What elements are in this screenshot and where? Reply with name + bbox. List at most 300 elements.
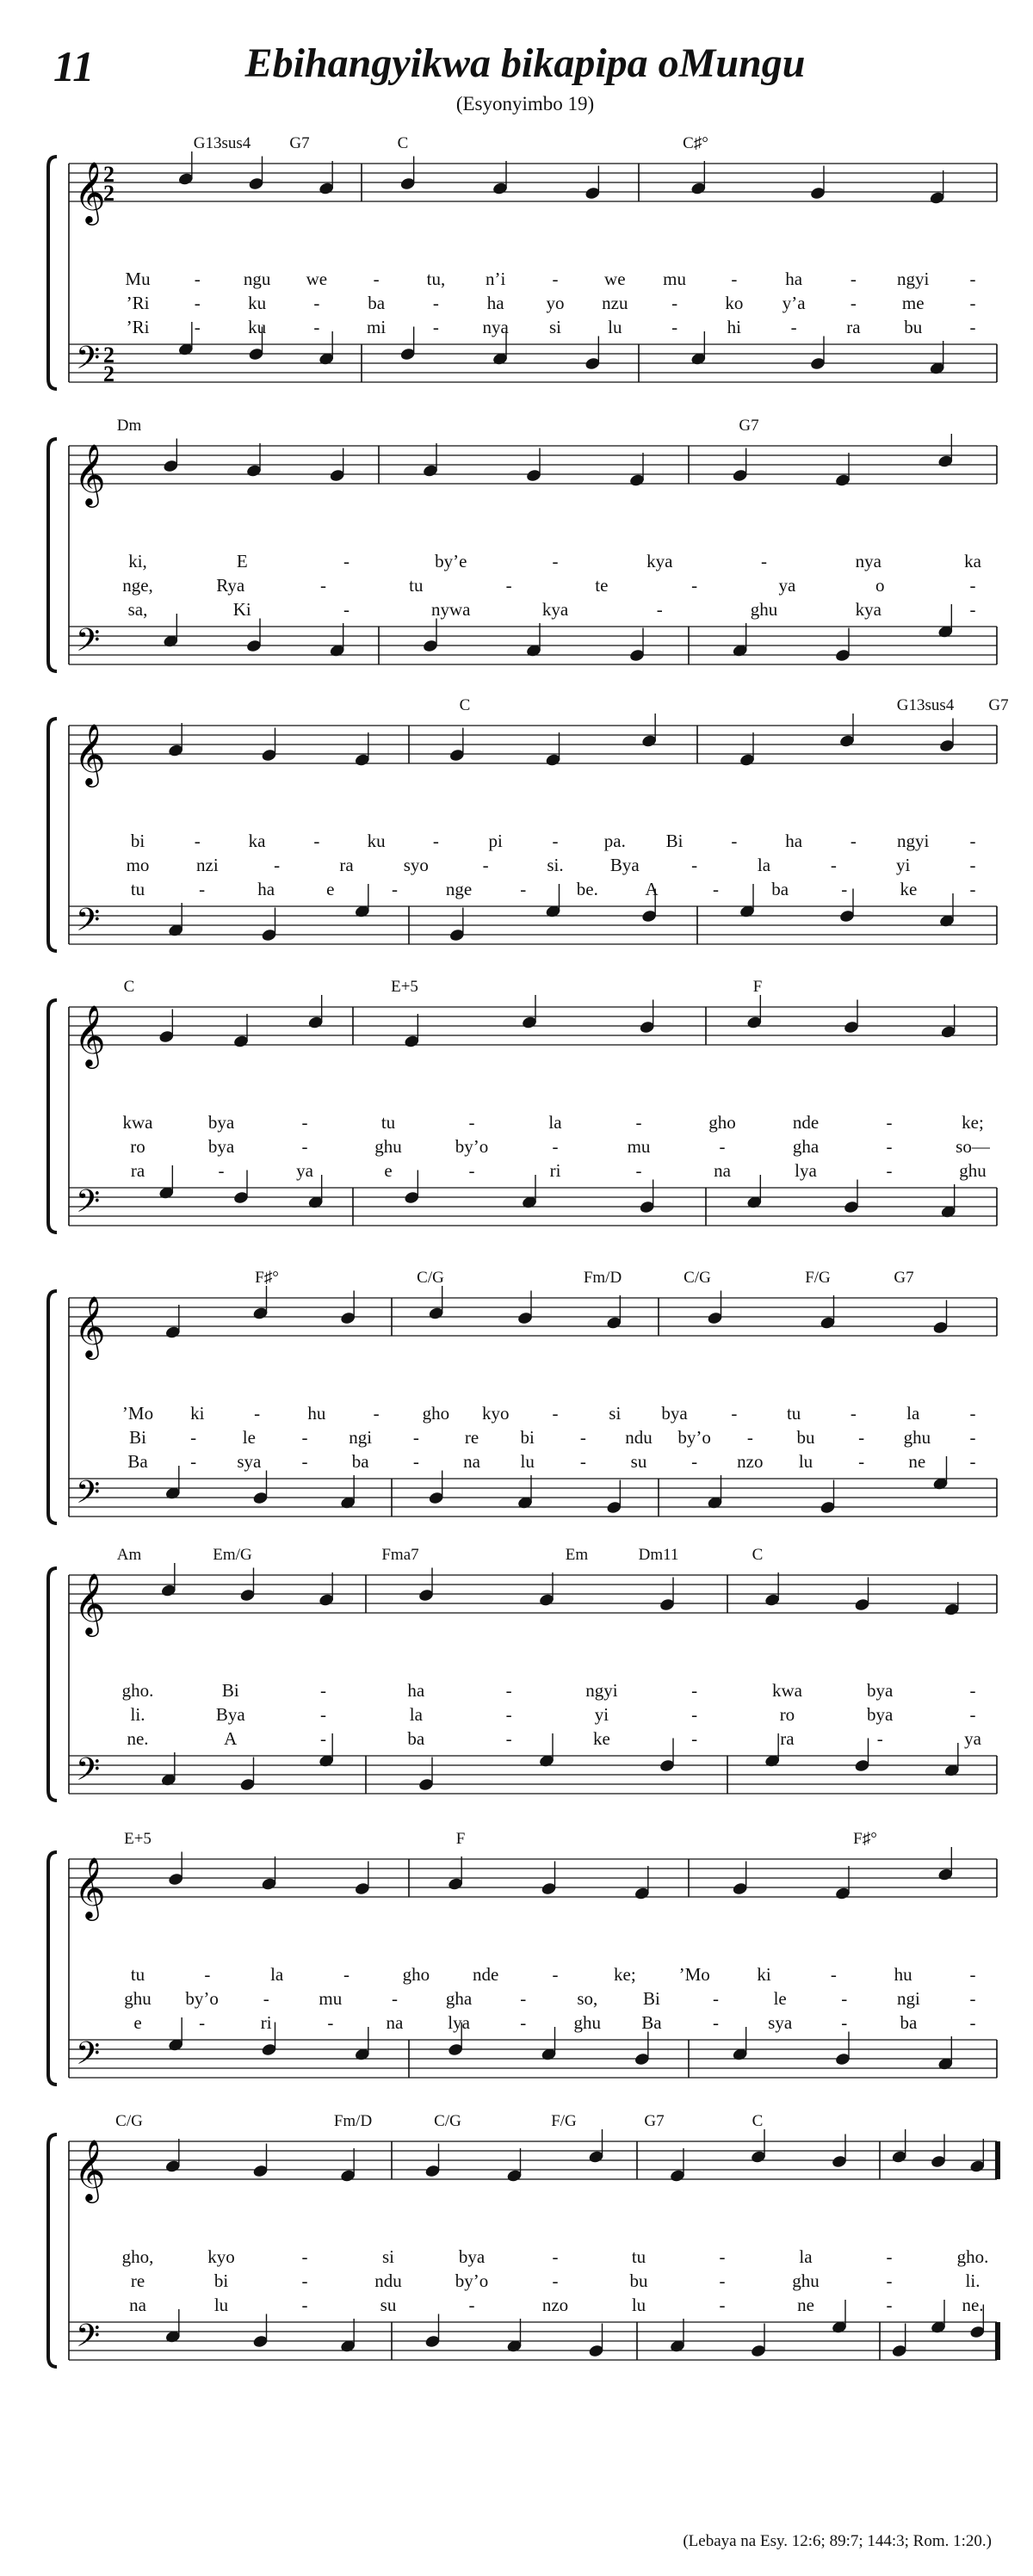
lyric-syllable: gho bbox=[422, 1403, 450, 1424]
lyric-hyphen: - bbox=[320, 1728, 327, 1749]
treble-clef-icon: 𝄞 bbox=[74, 1004, 106, 1066]
lyric-syllable: le bbox=[242, 1427, 256, 1448]
lyric-syllable: tu bbox=[409, 575, 424, 596]
lyric-syllable: mu bbox=[319, 1988, 343, 2009]
chord-symbol: F/G bbox=[551, 2112, 577, 2130]
lyric-syllable: yo bbox=[546, 293, 565, 313]
lyric-syllable: ne bbox=[797, 2295, 814, 2315]
lyric-hyphen: - bbox=[969, 1680, 976, 1701]
lyric-hyphen: - bbox=[969, 2012, 976, 2033]
lyric-hyphen: - bbox=[886, 2270, 893, 2291]
lyric-syllable: ne bbox=[908, 1451, 926, 1472]
lyric-hyphen: - bbox=[579, 1427, 586, 1448]
lyric-syllable: ke; bbox=[962, 1112, 984, 1133]
lyric-hyphen: - bbox=[969, 879, 976, 899]
lyric-syllable: syo bbox=[403, 855, 429, 875]
chord-symbol: F♯° bbox=[853, 1830, 877, 1848]
lyric-hyphen: - bbox=[850, 1403, 857, 1424]
lyric-syllable: Bi bbox=[665, 831, 684, 851]
lyric-syllable: me bbox=[901, 293, 925, 313]
grand-staff bbox=[0, 2116, 1033, 2400]
lyric-hyphen: - bbox=[969, 1704, 976, 1725]
lyric-syllable: n’i bbox=[486, 269, 506, 289]
lyric-syllable: gho bbox=[708, 1112, 736, 1133]
time-signature-top: 2 bbox=[103, 162, 114, 187]
lyric-syllable: nzu bbox=[602, 293, 628, 313]
bass-clef-icon: 𝄢 bbox=[76, 2035, 101, 2079]
lyric-hyphen: - bbox=[301, 1112, 308, 1133]
lyric-hyphen: - bbox=[505, 1704, 512, 1725]
lyric-hyphen: - bbox=[432, 293, 439, 313]
lyric-syllable: by’o bbox=[455, 1136, 489, 1157]
lyric-hyphen: - bbox=[886, 1136, 893, 1157]
lyric-syllable: ro bbox=[130, 1136, 145, 1157]
lyric-syllable: na bbox=[714, 1160, 731, 1181]
lyric-syllable: ya bbox=[964, 1728, 981, 1749]
lyric-hyphen: - bbox=[190, 1451, 197, 1472]
lyric-syllable: la bbox=[906, 1403, 920, 1424]
lyric-syllable: li. bbox=[130, 1704, 145, 1725]
lyric-hyphen: - bbox=[194, 269, 201, 289]
system-bracket bbox=[48, 157, 57, 389]
lyric-syllable: ghu bbox=[124, 1988, 152, 2009]
lyric-syllable: lya bbox=[448, 2012, 470, 2033]
lyric-syllable: ngyi bbox=[897, 269, 930, 289]
lyric-syllable: kyo bbox=[207, 2246, 235, 2267]
lyric-hyphen: - bbox=[886, 1160, 893, 1181]
bass-clef-icon: 𝄢 bbox=[76, 1474, 101, 1518]
lyric-hyphen: - bbox=[830, 855, 837, 875]
lyric-syllable: yi bbox=[895, 855, 911, 875]
lyric-hyphen: - bbox=[190, 1427, 197, 1448]
lyric-syllable: ’Mo bbox=[678, 1964, 710, 1985]
lyric-syllable: ghu bbox=[959, 1160, 987, 1181]
chord-symbol: F bbox=[752, 978, 763, 996]
lyric-hyphen: - bbox=[841, 879, 848, 899]
lyric-syllable: ha bbox=[785, 831, 803, 851]
system-bracket bbox=[48, 439, 57, 671]
lyric-hyphen: - bbox=[482, 855, 489, 875]
lyric-hyphen: - bbox=[656, 599, 663, 620]
lyric-hyphen: - bbox=[635, 1112, 642, 1133]
lyric-syllable: pi bbox=[488, 831, 503, 851]
lyric-hyphen: - bbox=[579, 1451, 586, 1472]
lyric-syllable: hu bbox=[894, 1964, 912, 1985]
lyric-syllable: gha bbox=[445, 1988, 473, 2009]
lyric-syllable: bya bbox=[867, 1680, 894, 1701]
lyric-hyphen: - bbox=[841, 1988, 848, 2009]
lyric-hyphen: - bbox=[254, 1403, 261, 1424]
lyric-syllable: ghu bbox=[792, 2270, 820, 2291]
lyric-syllable: ha bbox=[486, 293, 504, 313]
lyric-syllable: gho, bbox=[121, 2246, 154, 2267]
lyric-hyphen: - bbox=[343, 599, 349, 620]
time-signature-bottom: 2 bbox=[103, 181, 114, 206]
lyric-syllable: tu, bbox=[426, 269, 446, 289]
lyric-syllable: o bbox=[875, 575, 885, 596]
system-bracket bbox=[48, 1291, 57, 1523]
chord-symbol: G7 bbox=[644, 2112, 665, 2130]
lyric-syllable: A bbox=[645, 879, 659, 899]
hymn-subtitle: (Esyonyimbo 19) bbox=[455, 93, 595, 114]
lyric-syllable: ngyi bbox=[897, 831, 930, 851]
lyric-hyphen: - bbox=[468, 1112, 475, 1133]
lyric-syllable: ka bbox=[964, 551, 981, 571]
lyric-hyphen: - bbox=[199, 879, 206, 899]
bass-clef-icon: 𝄢 bbox=[76, 1751, 101, 1795]
lyric-syllable: ha bbox=[257, 879, 275, 899]
lyric-hyphen: - bbox=[731, 269, 738, 289]
lyric-syllable: si bbox=[548, 317, 562, 337]
grand-staff bbox=[0, 1833, 1033, 2117]
system-bracket bbox=[48, 2134, 57, 2367]
lyric-syllable: bu bbox=[904, 317, 923, 337]
lyric-hyphen: - bbox=[301, 1427, 308, 1448]
lyric-syllable: lya bbox=[795, 1160, 817, 1181]
lyric-hyphen: - bbox=[731, 1403, 738, 1424]
lyric-hyphen: - bbox=[671, 317, 678, 337]
lyric-syllable: ya bbox=[296, 1160, 313, 1181]
lyric-syllable: be. bbox=[576, 879, 598, 899]
lyric-syllable: ko bbox=[725, 293, 744, 313]
lyric-hyphen: - bbox=[520, 1988, 527, 2009]
chord-symbol: C/G bbox=[434, 2112, 461, 2130]
chord-symbol: C bbox=[459, 696, 471, 714]
lyric-syllable: ngi bbox=[349, 1427, 373, 1448]
lyric-syllable: nzo bbox=[737, 1451, 764, 1472]
lyric-syllable: tu bbox=[631, 2246, 646, 2267]
system-bracket bbox=[48, 1568, 57, 1801]
lyric-syllable: by’o bbox=[185, 1988, 219, 2009]
lyric-syllable: we bbox=[306, 269, 328, 289]
lyric-syllable: bi bbox=[520, 1427, 535, 1448]
lyric-syllable: lu bbox=[798, 1451, 813, 1472]
lyric-hyphen: - bbox=[719, 2295, 726, 2315]
music-system-3 bbox=[0, 696, 1033, 1010]
lyric-syllable: ra bbox=[339, 855, 354, 875]
lyric-syllable: la bbox=[548, 1112, 562, 1133]
lyric-syllable: nya bbox=[482, 317, 509, 337]
lyric-syllable: kwa bbox=[771, 1680, 802, 1701]
lyric-hyphen: - bbox=[850, 831, 857, 851]
lyric-hyphen: - bbox=[199, 2012, 206, 2033]
chord-symbol: G13sus4 bbox=[896, 696, 955, 714]
lyric-syllable: lu bbox=[608, 317, 622, 337]
lyric-syllable: ki bbox=[757, 1964, 771, 1985]
lyric-hyphen: - bbox=[876, 1728, 883, 1749]
chord-symbol: F/G bbox=[805, 1269, 831, 1287]
lyric-syllable: gho bbox=[402, 1964, 430, 1985]
lyric-hyphen: - bbox=[552, 1136, 559, 1157]
time-signature-top: 2 bbox=[103, 343, 114, 368]
lyric-syllable: mu bbox=[663, 269, 686, 289]
lyric-syllable: ke; bbox=[614, 1964, 636, 1985]
lyric-hyphen: - bbox=[313, 831, 320, 851]
grand-staff bbox=[0, 700, 1033, 984]
lyric-syllable: ku bbox=[248, 293, 267, 313]
lyric-syllable: bya bbox=[661, 1403, 688, 1424]
lyric-hyphen: - bbox=[327, 2012, 334, 2033]
chord-symbol: G13sus4 bbox=[193, 134, 251, 152]
lyric-hyphen: - bbox=[552, 269, 559, 289]
lyric-hyphen: - bbox=[719, 1136, 726, 1157]
lyric-syllable: y’a bbox=[782, 293, 806, 313]
lyric-hyphen: - bbox=[313, 317, 320, 337]
system-bracket bbox=[48, 1000, 57, 1232]
lyric-hyphen: - bbox=[391, 879, 398, 899]
lyric-hyphen: - bbox=[969, 1427, 976, 1448]
lyric-syllable: ghu bbox=[374, 1136, 402, 1157]
lyric-syllable: ngu bbox=[243, 269, 271, 289]
chord-symbol: F bbox=[455, 1830, 466, 1848]
lyric-syllable: so, bbox=[577, 1988, 598, 2009]
lyric-hyphen: - bbox=[969, 831, 976, 851]
lyric-syllable: la bbox=[270, 1964, 284, 1985]
lyric-syllable: ghu bbox=[903, 1427, 931, 1448]
lyric-syllable: gho. bbox=[121, 1680, 154, 1701]
lyric-syllable: sya bbox=[768, 2012, 793, 2033]
lyric-hyphen: - bbox=[841, 2012, 848, 2033]
lyric-syllable: nge bbox=[445, 879, 473, 899]
lyric-hyphen: - bbox=[858, 1451, 865, 1472]
lyric-syllable: Bi bbox=[129, 1427, 146, 1448]
lyric-syllable: by’e bbox=[435, 551, 467, 571]
chord-symbol: E+5 bbox=[124, 1830, 152, 1848]
lyric-syllable: mo bbox=[126, 855, 150, 875]
lyric-hyphen: - bbox=[691, 575, 698, 596]
lyric-syllable: Bya bbox=[609, 855, 640, 875]
bass-clef-icon: 𝄢 bbox=[76, 622, 101, 666]
lyric-syllable: li. bbox=[965, 2270, 980, 2291]
lyric-syllable: ki bbox=[190, 1403, 205, 1424]
music-system-2 bbox=[0, 417, 1033, 730]
chord-symbol: Fma7 bbox=[381, 1546, 419, 1564]
lyric-syllable: nywa bbox=[431, 599, 471, 620]
lyric-syllable: ku bbox=[367, 831, 386, 851]
hymn-title: Ebihangyikwa bikapipa oMungu bbox=[244, 40, 806, 86]
system-bracket bbox=[48, 1852, 57, 2085]
lyric-syllable: si bbox=[381, 2246, 395, 2267]
music-system-8 bbox=[0, 2112, 1033, 2425]
lyric-syllable: Ba bbox=[641, 2012, 662, 2033]
chord-symbol: Em bbox=[565, 1546, 589, 1564]
lyric-hyphen: - bbox=[713, 879, 720, 899]
lyric-syllable: Rya bbox=[216, 575, 245, 596]
lyric-hyphen: - bbox=[969, 293, 976, 313]
lyric-syllable: nde bbox=[472, 1964, 499, 1985]
bass-clef-icon: 𝄢 bbox=[76, 1183, 101, 1227]
lyric-syllable: su bbox=[630, 1451, 647, 1472]
lyric-syllable: ba bbox=[771, 879, 789, 899]
lyric-hyphen: - bbox=[520, 2012, 527, 2033]
lyric-syllable: ba bbox=[351, 1451, 369, 1472]
lyric-hyphen: - bbox=[969, 855, 976, 875]
lyric-syllable: le bbox=[773, 1988, 787, 2009]
music-system-7 bbox=[0, 1830, 1033, 2143]
lyric-syllable: Mu bbox=[125, 269, 151, 289]
chord-symbol: C♯° bbox=[683, 134, 708, 152]
lyric-syllable: la bbox=[757, 855, 771, 875]
lyric-hyphen: - bbox=[301, 1136, 308, 1157]
lyric-syllable: ha bbox=[785, 269, 803, 289]
lyric-hyphen: - bbox=[412, 1427, 419, 1448]
lyric-syllable: ya bbox=[778, 575, 796, 596]
lyric-hyphen: - bbox=[850, 293, 857, 313]
lyric-syllable: ra bbox=[780, 1728, 795, 1749]
lyric-syllable: ngi bbox=[896, 1988, 920, 2009]
lyric-hyphen: - bbox=[635, 1160, 642, 1181]
lyric-syllable: ne. bbox=[962, 2295, 984, 2315]
lyric-syllable: bu bbox=[796, 1427, 815, 1448]
lyric-syllable: lu bbox=[631, 2295, 646, 2315]
lyric-syllable: ri bbox=[549, 1160, 561, 1181]
lyric-syllable: bya bbox=[207, 1112, 235, 1133]
lyric-syllable: Bya bbox=[215, 1704, 245, 1725]
lyric-hyphen: - bbox=[969, 599, 976, 620]
lyric-syllable: si. bbox=[547, 855, 564, 875]
treble-clef-icon: 𝄞 bbox=[74, 1856, 106, 1918]
lyric-syllable: ghu bbox=[750, 599, 778, 620]
lyric-hyphen: - bbox=[432, 831, 439, 851]
lyric-hyphen: - bbox=[194, 293, 201, 313]
lyric-hyphen: - bbox=[969, 575, 976, 596]
chord-symbol: Am bbox=[116, 1546, 142, 1564]
lyric-hyphen: - bbox=[301, 2295, 308, 2315]
grand-staff bbox=[0, 138, 1033, 422]
lyric-syllable: tu bbox=[786, 1403, 801, 1424]
lyric-syllable: by’o bbox=[677, 1427, 711, 1448]
music-system-4 bbox=[0, 978, 1033, 1291]
chord-symbol: C/G bbox=[115, 2112, 143, 2130]
lyric-hyphen: - bbox=[969, 317, 976, 337]
lyric-hyphen: - bbox=[194, 317, 201, 337]
lyric-hyphen: - bbox=[886, 1112, 893, 1133]
chord-symbol: G7 bbox=[988, 696, 1009, 714]
lyric-hyphen: - bbox=[731, 831, 738, 851]
lyric-hyphen: - bbox=[204, 1964, 211, 1985]
lyric-syllable: lu bbox=[213, 2295, 229, 2315]
lyric-syllable: ndu bbox=[625, 1427, 653, 1448]
chord-symbol: Dm bbox=[116, 417, 142, 435]
lyric-hyphen: - bbox=[671, 293, 678, 313]
chord-symbol: G7 bbox=[739, 417, 759, 435]
lyric-syllable: nge, bbox=[122, 575, 153, 596]
lyric-hyphen: - bbox=[691, 1728, 698, 1749]
lyric-hyphen: - bbox=[969, 1964, 976, 1985]
final-bar-line bbox=[995, 2322, 1000, 2360]
scripture-references: (Lebaya na Esy. 12:6; 89:7; 144:3; Rom. 1:20.) bbox=[683, 2532, 992, 2550]
lyric-syllable: ri bbox=[260, 2012, 272, 2033]
lyric-hyphen: - bbox=[218, 1160, 225, 1181]
chord-symbol: G7 bbox=[894, 1269, 914, 1287]
lyric-syllable: hi bbox=[727, 317, 742, 337]
lyric-syllable: hu bbox=[307, 1403, 326, 1424]
lyric-syllable: Ba bbox=[127, 1451, 148, 1472]
lyric-syllable: kya bbox=[541, 599, 569, 620]
music-system-5 bbox=[0, 1269, 1033, 1582]
lyric-syllable: gho. bbox=[956, 2246, 989, 2267]
lyric-hyphen: - bbox=[505, 575, 512, 596]
treble-clef-icon: 𝄞 bbox=[74, 1294, 106, 1357]
lyric-syllable: so— bbox=[956, 1136, 990, 1157]
lyric-syllable: kwa bbox=[122, 1112, 153, 1133]
lyric-hyphen: - bbox=[969, 1403, 976, 1424]
lyric-hyphen: - bbox=[301, 2270, 308, 2291]
lyric-hyphen: - bbox=[468, 2295, 475, 2315]
lyric-hyphen: - bbox=[194, 831, 201, 851]
lyric-syllable: Bi bbox=[643, 1988, 660, 2009]
lyric-syllable: e bbox=[133, 2012, 142, 2033]
lyric-syllable: nzi bbox=[196, 855, 219, 875]
lyric-hyphen: - bbox=[274, 855, 281, 875]
lyric-syllable: ka bbox=[248, 831, 266, 851]
lyric-syllable: te bbox=[595, 575, 609, 596]
lyric-hyphen: - bbox=[320, 575, 327, 596]
lyric-syllable: bi bbox=[130, 831, 145, 851]
lyric-hyphen: - bbox=[552, 551, 559, 571]
lyric-syllable: ’Ri bbox=[126, 293, 150, 313]
lyric-hyphen: - bbox=[969, 1988, 976, 2009]
lyric-hyphen: - bbox=[761, 551, 767, 571]
chord-symbol: Em/G bbox=[213, 1546, 252, 1564]
lyric-hyphen: - bbox=[432, 317, 439, 337]
hymn-number: 11 bbox=[53, 42, 95, 90]
lyric-syllable: ro bbox=[779, 1704, 795, 1725]
lyric-syllable: la bbox=[799, 2246, 813, 2267]
chord-symbol: E+5 bbox=[391, 978, 418, 996]
chord-symbol: C/G bbox=[684, 1269, 711, 1287]
chord-symbol: C bbox=[752, 2112, 764, 2130]
lyric-syllable: ra bbox=[130, 1160, 145, 1181]
lyric-syllable: kya bbox=[855, 599, 881, 620]
lyric-hyphen: - bbox=[552, 831, 559, 851]
lyric-hyphen: - bbox=[373, 1403, 380, 1424]
lyric-syllable: tu bbox=[130, 1964, 145, 1985]
lyric-syllable: ra bbox=[846, 317, 861, 337]
lyric-hyphen: - bbox=[320, 1704, 327, 1725]
lyric-hyphen: - bbox=[691, 1451, 698, 1472]
lyric-syllable: re bbox=[464, 1427, 479, 1448]
chord-symbol: C bbox=[397, 134, 409, 152]
lyric-hyphen: - bbox=[301, 1451, 308, 1472]
lyric-syllable: we bbox=[604, 269, 626, 289]
lyric-hyphen: - bbox=[691, 1704, 698, 1725]
lyric-syllable: ba bbox=[407, 1728, 425, 1749]
lyric-hyphen: - bbox=[886, 2295, 893, 2315]
music-system-1 bbox=[0, 134, 1033, 448]
treble-clef-icon: 𝄞 bbox=[74, 442, 106, 505]
bass-clef-icon: 𝄢 bbox=[76, 2318, 101, 2362]
bass-clef-icon: 𝄢 bbox=[76, 902, 101, 946]
lyric-hyphen: - bbox=[343, 551, 349, 571]
lyric-hyphen: - bbox=[691, 855, 698, 875]
lyric-hyphen: - bbox=[552, 2270, 559, 2291]
lyric-hyphen: - bbox=[301, 2246, 308, 2267]
lyric-hyphen: - bbox=[412, 1451, 419, 1472]
lyric-syllable: ba bbox=[368, 293, 386, 313]
chord-symbol: Fm/D bbox=[333, 2112, 373, 2130]
lyric-syllable: kyo bbox=[481, 1403, 510, 1424]
lyric-syllable: Ki bbox=[232, 599, 251, 620]
lyric-syllable: na bbox=[129, 2295, 146, 2315]
chord-symbol: Dm11 bbox=[638, 1546, 679, 1564]
lyric-syllable: lu bbox=[520, 1451, 535, 1472]
lyric-hyphen: - bbox=[719, 2270, 726, 2291]
chord-symbol: C/G bbox=[417, 1269, 444, 1287]
lyric-hyphen: - bbox=[691, 1680, 698, 1701]
lyric-hyphen: - bbox=[505, 1680, 512, 1701]
lyric-hyphen: - bbox=[858, 1427, 865, 1448]
